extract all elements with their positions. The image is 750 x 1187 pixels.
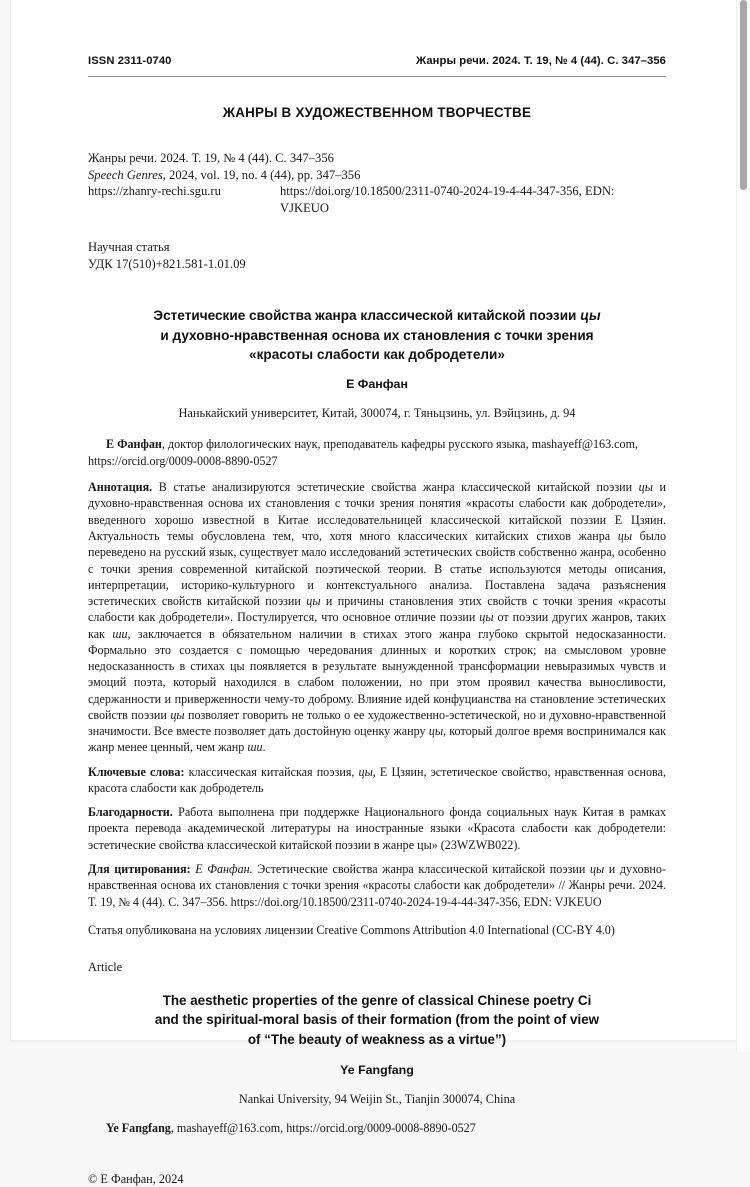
keywords-text-1: классическая китайская поэзия, (184, 764, 359, 779)
abstract-term-shi-1: ши (112, 626, 128, 641)
abstract-text-9: . (262, 740, 266, 755)
author-note-ru (88, 436, 666, 469)
author-note-ru-name: Е Фанфан (106, 437, 162, 452)
page-title-en (88, 991, 666, 1049)
vertical-scrollbar[interactable] (736, 0, 750, 1052)
abstract-text-8: , который долгое время воспринимался как жанр менее ценный, чем жанр (88, 724, 667, 755)
title-ru-line1: Эстетические свойства жанра классической китайской поэзии (153, 308, 581, 324)
title-ru-line3: «красоты слабости как добродетели» (249, 347, 505, 362)
abstract-term-cy-3: цы (306, 594, 321, 609)
abstract-text-3: было переведено на русский язык, существует мало исследований эстетических свойств собственно жанра, особенно с точки зрения современной китайской поэтической теории. В статье используются методы описания, интерпретации, историко-культурного и контекстуального анализа. Поставлена задача разъяснения эстетических свойств китайской поэзии (88, 528, 666, 609)
udc-code: УДК 17(510)+821.581-1.01.09 (88, 256, 246, 271)
scrollbar-thumb[interactable] (740, 0, 747, 190)
page-content (88, 55, 666, 1187)
article-type-block (88, 239, 666, 272)
title-en-line3: of “The beauty of weakness as a virtue”) (247, 1031, 507, 1047)
title-ru-line2: и духовно-нравственная основа их становления с точки зрения (160, 327, 594, 343)
header-divider (88, 76, 666, 77)
author-note-en (88, 1121, 666, 1136)
title-en-line2: and the spiritual-moral basis of their formation (from the point of view (154, 1012, 600, 1028)
keywords-paragraph (88, 764, 666, 797)
author-note-ru-details: , доктор филологических наук, преподаватель кафедры русского языка, mashayeff@163.com, https://orcid.org/0009-0008-8890-0527 (88, 437, 638, 468)
page-title-ru (88, 306, 666, 364)
acknowledgements-text: Работа выполнена при поддержке Национального фонда социальных наук Китая в рамках проекта перевода академической литературы на иностранные языки «Красота слабости как добродетели: эстетические свойства классической китайской поэзии в жанре цы» (23WZWB022). (88, 805, 666, 852)
abstract-text-2: и духовно-нравственная основа их становления с точки зрения понятия «красоты слабости как добродетели», введенного хорошо известной в Китае исследовательницей классической китайской поэзии Е Цзяин. Актуальность темы обусловлена тем, что, хотя много классических китайских стихов жанра (88, 480, 666, 543)
abstract-text-1: В статье анализируются эстетические свойства жанра классической китайской поэзии (152, 480, 639, 495)
citation-author: Е Фанфан. (190, 862, 253, 877)
acknowledgements-paragraph (88, 804, 666, 853)
journal-site-link[interactable]: https://zhanry-rechi.sgu.ru (88, 184, 221, 199)
abstract-term-cy-5: цы (170, 707, 185, 722)
journal-citation-en (88, 167, 666, 184)
abstract-text-7: позволяет говорить не только о ее художественно-эстетической, но и духовно-нравственной значимости. Все вместе позволяет дать достойную оценку жанру (88, 707, 666, 739)
citation-label: Для цитирования: (88, 862, 191, 877)
title-en-line1: The aesthetic properties of the genre of classical Chinese poetry Ci (162, 993, 592, 1009)
abstract-paragraph (88, 479, 666, 756)
article-type-label: Научная статья (88, 239, 170, 254)
doi-link[interactable]: https://doi.org/10.18500/2311-0740-2024-19-4-44-347-356, EDN: VJKEUO (280, 184, 615, 216)
abstract-text-6: , заключается в обязательном наличии в стихах этого жанра глубоко скрытой недосказанности. Формально это создается с помощью чередования длинных и коротких строк; на смысловом уровне недосказанность в стихах цы появляется в результате вынужденной трансформации невыразимых чувств и эмоций поэта, который находился в слабом положении, но при этом проявил качества выносливости, сдержанности и приверженности чему-то доброму. Влияние идей конфуцианства на становление эстетических свойств поэзии (88, 626, 666, 722)
running-head-citation: Жанры речи. 2024. Т. 19, № 4 (44). С. 347–356 (415, 55, 666, 67)
abstract-term-cy-4: цы (479, 610, 494, 625)
keywords-label: Ключевые слова: (88, 764, 185, 779)
section-heading: ЖАНРЫ В ХУДОЖЕСТВЕННОМ ТВОРЧЕСТВЕ (222, 105, 532, 120)
citation-text-2: и духовно-нравственная основа их становления с точки зрения «красоты слабости как добродетели» // Жанры речи. 2024. Т. 19, № 4 (44). С. 347–356. https://doi.org/10.18500/2311-0740-2024-19-4-44-347-356, EDN: VJKEUO (88, 862, 666, 909)
affiliation-ru: Нанькайский университет, Китай, 300074, г. Тяньцзинь, ул. Вэйцзинь, д. 94 (178, 406, 576, 421)
abstract-term-cy-1: цы (638, 480, 653, 495)
keywords-term-cy: цы (358, 764, 373, 779)
journal-links (88, 183, 666, 216)
abstract-text-5: от поэзии других жанров, таких как (88, 610, 666, 641)
running-head (88, 55, 666, 67)
journal-issue-en: , 2024, vol. 19, no. 4 (44), pp. 347–356 (162, 167, 361, 182)
abstract-text-4: и причины становления этих свойств с точки зрения «красоты слабости как добродетели». Постулируется, что основное отличие поэзии (88, 594, 666, 625)
citation-paragraph (88, 861, 666, 910)
author-name-en: Ye Fangfang (340, 1062, 414, 1077)
journal-meta-block (88, 150, 666, 217)
affiliation-en: Nankai University, 94 Weijin St., Tianjin 300074, China (238, 1091, 516, 1106)
citation-text-1: Эстетические свойства жанра классической китайской поэзии (252, 862, 590, 877)
author-name-ru: Е Фанфан (346, 377, 408, 392)
journal-citation-ru: Жанры речи. 2024. Т. 19, № 4 (44). С. 347–356 (88, 151, 334, 165)
issn-label: ISSN 2311-0740 (88, 55, 172, 67)
acknowledgements-label: Благодарности. (88, 805, 173, 820)
author-note-en-name: Ye Fangfang (106, 1120, 171, 1135)
document-page (11, 0, 739, 1186)
citation-term-cy: цы (589, 862, 605, 877)
abstract-term-cy-6: цы (428, 724, 444, 739)
copyright-notice: © Е Фанфан, 2024 (88, 1171, 184, 1186)
article-label-en: Article (88, 960, 123, 975)
abstract-term-shi-2: ши (247, 740, 263, 755)
license-statement: Статья опубликована на условиях лицензии Creative Commons Attribution 4.0 International (CC-BY 4.0) (88, 922, 615, 937)
title-ru-line1-italic: цы (580, 308, 601, 324)
keywords-text-2: , Е Цзяин, эстетическое свойство, нравственная основа, красота слабости как добродетель (88, 764, 666, 795)
abstract-label: Аннотация. (88, 480, 153, 495)
author-note-en-details: , mashayeff@163.com, https://orcid.org/0009-0008-8890-0527 (170, 1120, 476, 1135)
abstract-term-cy-2: цы (617, 528, 633, 543)
journal-name-en: Speech Genres (88, 167, 163, 182)
